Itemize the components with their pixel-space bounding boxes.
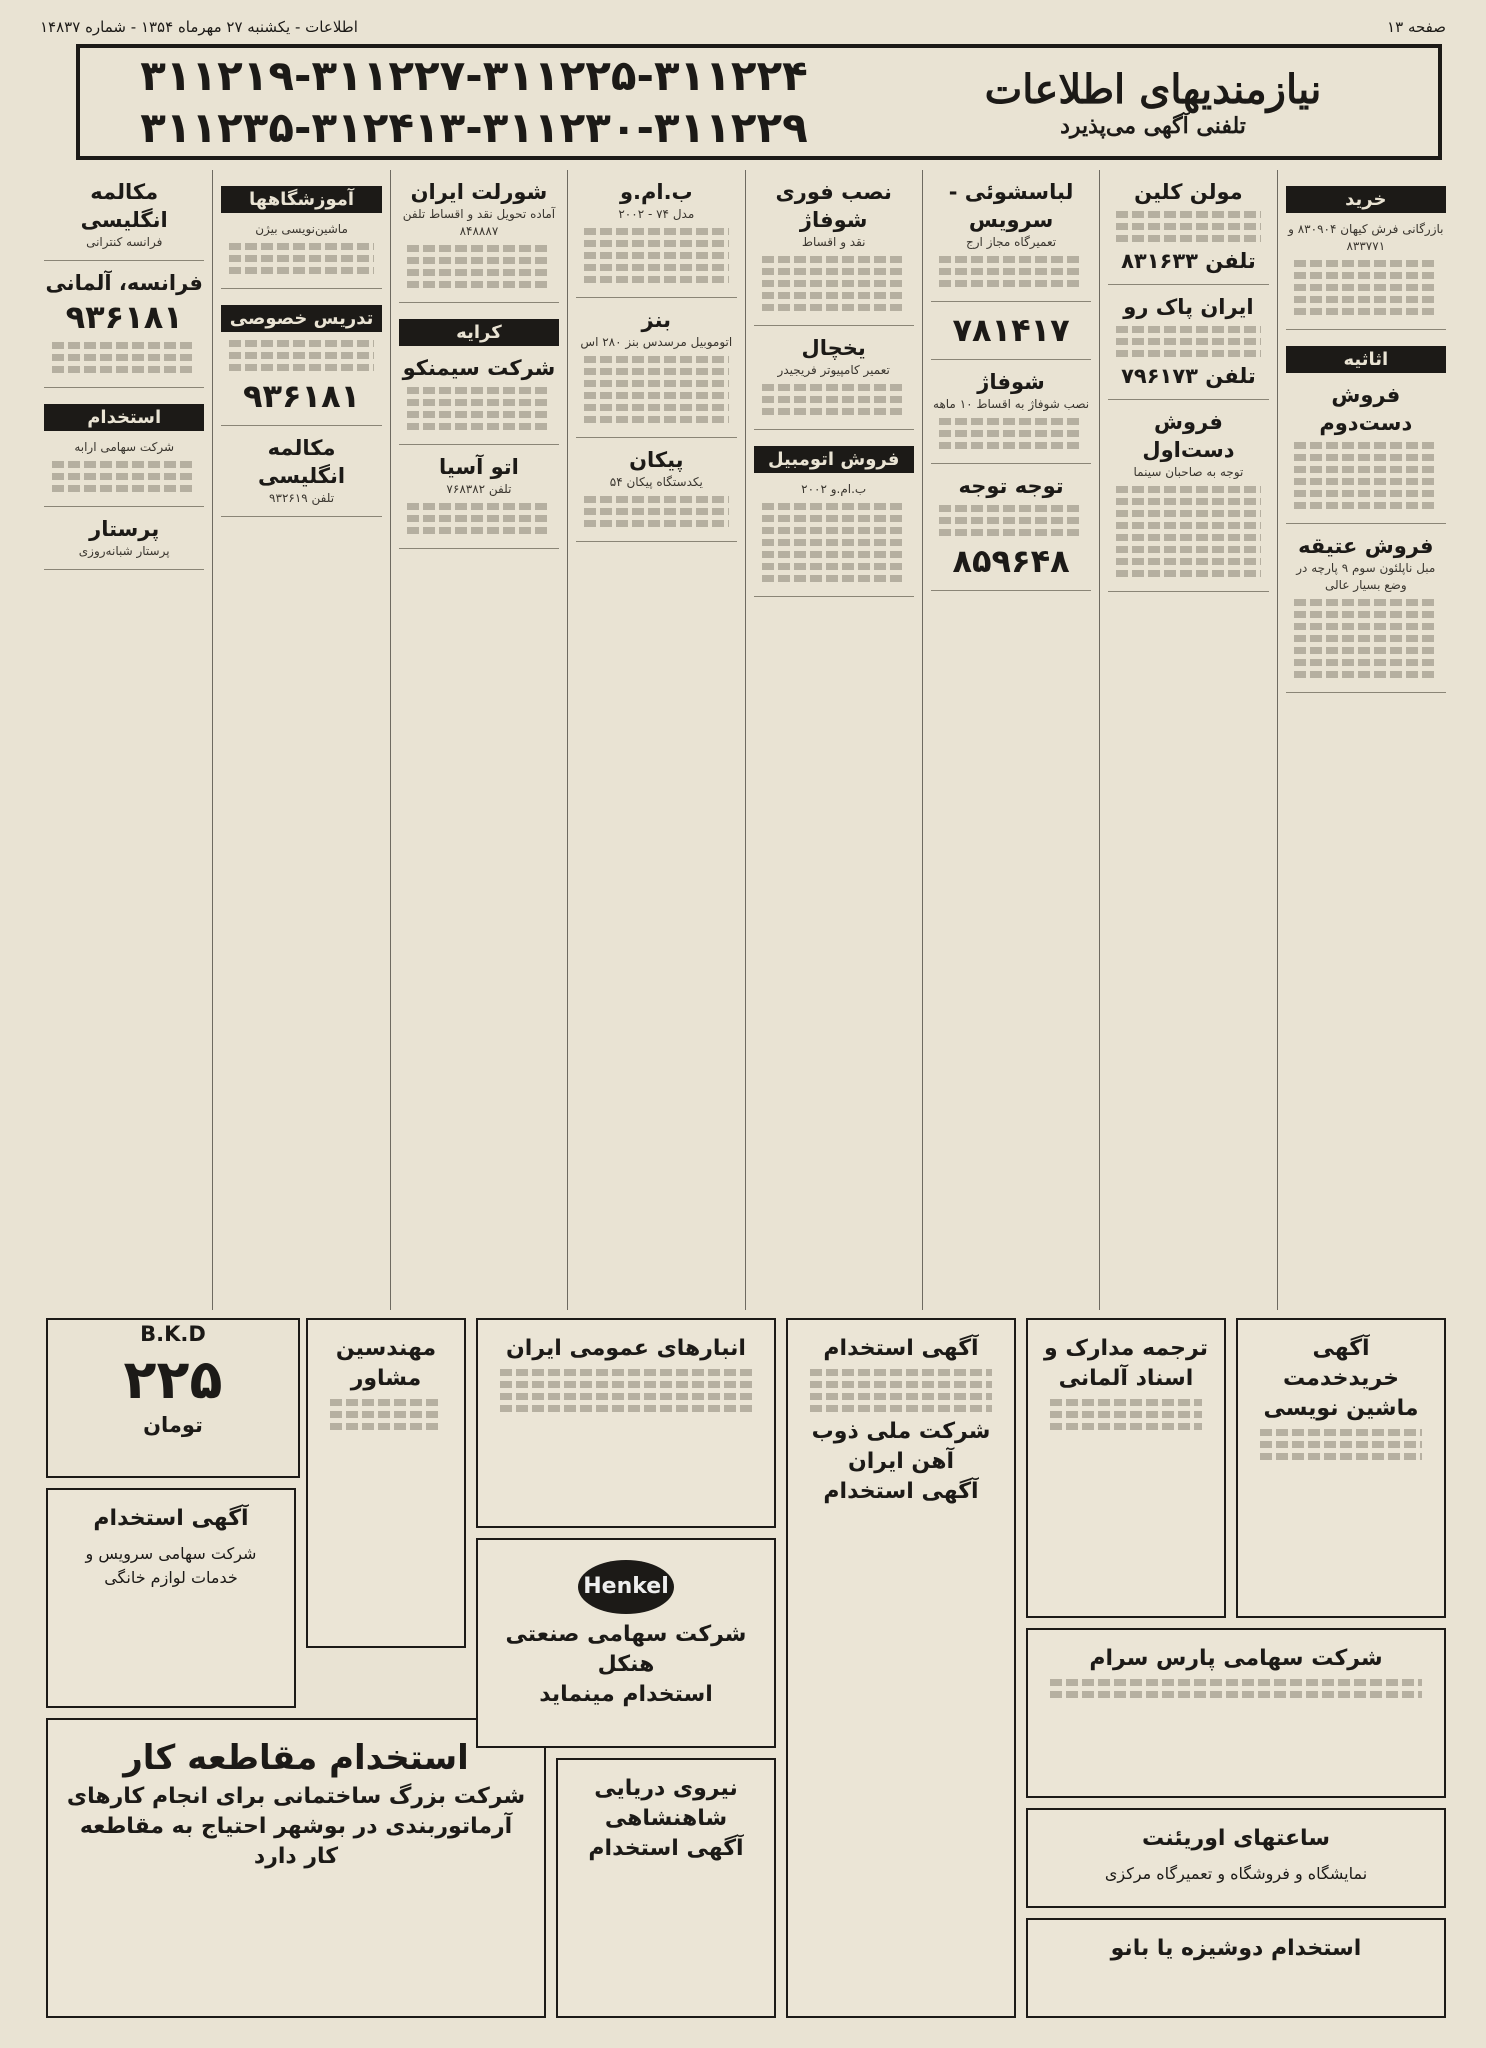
ad-body: تعمیر کامپیوتر فریجیدر xyxy=(777,363,890,377)
ad-body: نصب شوفاژ به اقساط ۱۰ ماهه xyxy=(933,397,1090,411)
banner-phones xyxy=(80,50,868,154)
ad-conversation xyxy=(44,170,204,261)
ad-heading: یخچال xyxy=(801,336,866,360)
ad-private-tutoring xyxy=(221,289,381,426)
ad-heading: ایران پاک رو xyxy=(1123,295,1254,319)
ad-antique xyxy=(1286,524,1446,693)
ad-heading: توجه توجه xyxy=(958,474,1064,498)
ad-body: بازرگانی فرش کیهان ۸۳۰۹۰۴ و ۸۳۳۷۷۱ xyxy=(1288,222,1444,253)
steel-title: شرکت ملی ذوب آهن ایران xyxy=(811,1419,991,1474)
ad-body: مبل ناپلئون سوم ۹ پارچه در وضع بسیار عالی xyxy=(1296,561,1436,592)
ad-cinema-sale xyxy=(1108,400,1268,592)
ad-body: نقد و اقساط xyxy=(801,235,866,249)
ad-french-german xyxy=(44,261,204,388)
hiring-ad xyxy=(786,1318,1016,2018)
section-title: فروش اتومبیل xyxy=(754,446,914,473)
ad-body: فرانسه کنترانی xyxy=(86,235,163,249)
ad-big-number: ۸۵۹۶۴۸ xyxy=(952,542,1070,580)
column-3 xyxy=(922,170,1099,1310)
henkel-title: شرکت سهامی صنعتی هنکل xyxy=(505,1622,747,1677)
issue-line: اطلاعات - یکشنبه ۲۷ مهرماه ۱۳۵۴ - شماره ۱۴۸۳۷ xyxy=(40,18,358,36)
navy-title: نیروی دریایی شاهنشاهی xyxy=(594,1776,738,1831)
ad-bmw xyxy=(576,170,736,298)
pars-ad xyxy=(1026,1628,1446,1798)
ad-heading: اتو آسیا xyxy=(439,455,519,479)
ad-big-number: ۹۳۶۱۸۱ xyxy=(242,377,361,415)
column-8 xyxy=(36,170,212,1310)
ad-car-sale xyxy=(754,430,914,597)
column-5 xyxy=(567,170,744,1310)
classifieds-banner xyxy=(76,44,1442,160)
services-title: آگهی استخدام xyxy=(93,1506,249,1531)
ad-heading: مولن کلین xyxy=(1134,180,1243,204)
ad-iran-pak xyxy=(1108,285,1268,400)
ad-body: پرستار شبانه‌روزی xyxy=(78,544,170,558)
ad-attention xyxy=(931,464,1091,591)
ad-heading: مکالمه انگلیسی xyxy=(80,180,168,232)
ad-body: تلفن ۷۶۸۳۸۲ xyxy=(446,482,512,496)
ad-rental xyxy=(399,303,559,445)
column-2 xyxy=(1099,170,1276,1310)
ad-body: مدل ۷۴ - ۲۰۰۲ xyxy=(618,207,695,221)
ad-phone: تلفن ۸۳۱۶۳۳ xyxy=(1121,249,1256,273)
ad-fridge xyxy=(754,326,914,430)
ad-laundry-service xyxy=(931,170,1091,302)
ad-body: ب.ام.و ۲۰۰۲ xyxy=(801,482,867,496)
ad-nurse xyxy=(44,507,204,570)
warehouses-ad xyxy=(476,1318,776,1528)
ad-heading: شوفاژ xyxy=(977,370,1045,394)
page-number: صفحه ۱۳ xyxy=(1387,18,1446,36)
ad-chevrolet xyxy=(399,170,559,303)
typist-title: آگهی خریدخدمت ماشین نویسی xyxy=(1263,1336,1419,1421)
henkel-body: استخدام مینماید xyxy=(539,1682,713,1707)
watches-body: نمایشگاه و فروشگاه و تعمیرگاه مرکزی xyxy=(1104,1864,1368,1883)
ad-employment xyxy=(44,388,204,507)
services-body: شرکت سهامی سرویس و خدمات لوازم خانگی xyxy=(85,1544,257,1587)
steel-body: آگهی استخدام xyxy=(823,1479,979,1504)
section-title: اثاثیه xyxy=(1286,346,1446,373)
ad-heading: فرانسه، آلمانی xyxy=(45,271,203,295)
watches-ad xyxy=(1026,1808,1446,1908)
ad-purchase xyxy=(1286,170,1446,330)
ad-heading: نصب فوری شوفاژ xyxy=(775,180,892,232)
girl-title: استخدام دوشیزه یا بانو xyxy=(1110,1936,1362,1961)
ad-body: اتوموبیل مرسدس بنز ۲۸۰ اس xyxy=(580,335,733,349)
engineers-title: مهندسین مشاور xyxy=(335,1336,437,1391)
ad-heading: ب.ام.و xyxy=(619,180,693,204)
ad-schools xyxy=(221,170,381,289)
translate-title: ترجمه مدارک و اسناد آلمانی xyxy=(1044,1336,1208,1391)
ad-furniture xyxy=(1286,330,1446,524)
ad-heading: شورلت ایران xyxy=(410,180,548,204)
ad-body: تلفن ۹۳۲۶۱۹ xyxy=(269,491,335,505)
column-1 xyxy=(1277,170,1454,1310)
tender-body: شرکت بزرگ ساختمانی برای انجام کارهای آرماتوربندی در بوشهر احتیاج به مقاطعه کار دارد xyxy=(66,1784,526,1869)
ad-heading: لباسشوئی - سرویس xyxy=(948,180,1074,232)
ad-heading: پیکان xyxy=(629,448,684,472)
navy-ad xyxy=(556,1758,776,2018)
translate-ad xyxy=(1026,1318,1226,1618)
section-title: آموزشگاهها xyxy=(221,186,381,213)
ad-heading: فروش دست‌اول xyxy=(1142,410,1235,462)
banner-title-block xyxy=(868,66,1438,139)
ad-body: شرکت سهامی ارابه xyxy=(74,440,175,454)
bkd-ad xyxy=(46,1318,300,1478)
engineers-ad xyxy=(306,1318,466,1648)
section-title: استخدام xyxy=(44,404,204,431)
ad-phone: تلفن ۷۹۶۱۷۳ xyxy=(1121,364,1256,388)
ad-body: ماشین‌نویسی بیژن xyxy=(255,222,348,236)
typist-ad xyxy=(1236,1318,1446,1618)
tender-title: استخدام مقاطعه کار xyxy=(123,1738,469,1778)
warehouses-title: انبارهای عمومی ایران xyxy=(506,1336,746,1361)
ad-heading: فروش دست‌دوم xyxy=(1319,383,1413,435)
services-ad xyxy=(46,1488,296,1708)
banner-phones-line-2: ۳۱۱۲۳۵-۳۱۲۴۱۳-۳۱۱۲۳۰-۳۱۱۲۲۹ xyxy=(140,103,808,152)
column-7 xyxy=(212,170,389,1310)
ad-phone-big xyxy=(931,302,1091,360)
navy-body: آگهی استخدام xyxy=(588,1836,744,1861)
pars-title: شرکت سهامی پارس سرام xyxy=(1089,1646,1383,1671)
page-header xyxy=(40,14,1446,40)
ad-heading: شرکت سیمنکو xyxy=(402,356,556,380)
bkd-unit: تومان xyxy=(143,1413,203,1437)
ad-benz xyxy=(576,298,736,438)
ad-body: تعمیرگاه مجاز ارج xyxy=(966,235,1057,249)
column-4 xyxy=(745,170,922,1310)
banner-title: نیازمندیهای اطلاعات xyxy=(984,65,1322,113)
classified-columns xyxy=(36,170,1454,1310)
henkel-logo: Henkel xyxy=(578,1560,674,1614)
ad-english xyxy=(221,426,381,517)
ad-heating-install xyxy=(754,170,914,326)
ad-heading: بنز xyxy=(641,308,672,332)
section-title: تدریس خصوصی xyxy=(221,305,381,332)
ad-body: آماده تحویل نقد و اقساط تلفن ۸۴۸۸۸۷ xyxy=(402,207,556,238)
display-ads-area xyxy=(36,1318,1454,2033)
bkd-price: ۲۲۵ xyxy=(123,1348,223,1411)
banner-subtitle: تلفنی آگهی می‌پذیرد xyxy=(1060,112,1246,139)
ad-heating xyxy=(931,360,1091,464)
watches-title: ساعتهای اوریئنت xyxy=(1142,1826,1330,1851)
hiring-title: آگهی استخدام xyxy=(823,1336,979,1361)
girl-ad xyxy=(1026,1918,1446,2018)
section-title: کرایه xyxy=(399,319,559,346)
bkd-brand: B.K.D xyxy=(140,1322,206,1346)
tender-ad xyxy=(46,1718,546,2018)
column-6 xyxy=(390,170,567,1310)
ad-body: توجه به صاحبان سینما xyxy=(1133,465,1244,479)
henkel-ad xyxy=(476,1538,776,1748)
ad-peykan xyxy=(576,438,736,542)
ad-big-number: ۹۳۶۱۸۱ xyxy=(65,298,183,336)
ad-big-number: ۷۸۱۴۱۷ xyxy=(952,311,1070,349)
ad-heading: مکالمه انگلیسی xyxy=(258,436,346,488)
ad-asia xyxy=(399,445,559,549)
section-title: خرید xyxy=(1286,186,1446,213)
ad-body: یکدستگاه پیکان ۵۴ xyxy=(609,475,703,489)
ad-heading: فروش عتیقه xyxy=(1298,534,1434,558)
ad-heading: پرستار xyxy=(89,517,160,541)
ad-molen-clean xyxy=(1108,170,1268,285)
banner-phones-line-1: ۳۱۱۲۱۹-۳۱۱۲۲۷-۳۱۱۲۲۵-۳۱۱۲۲۴ xyxy=(140,51,808,100)
